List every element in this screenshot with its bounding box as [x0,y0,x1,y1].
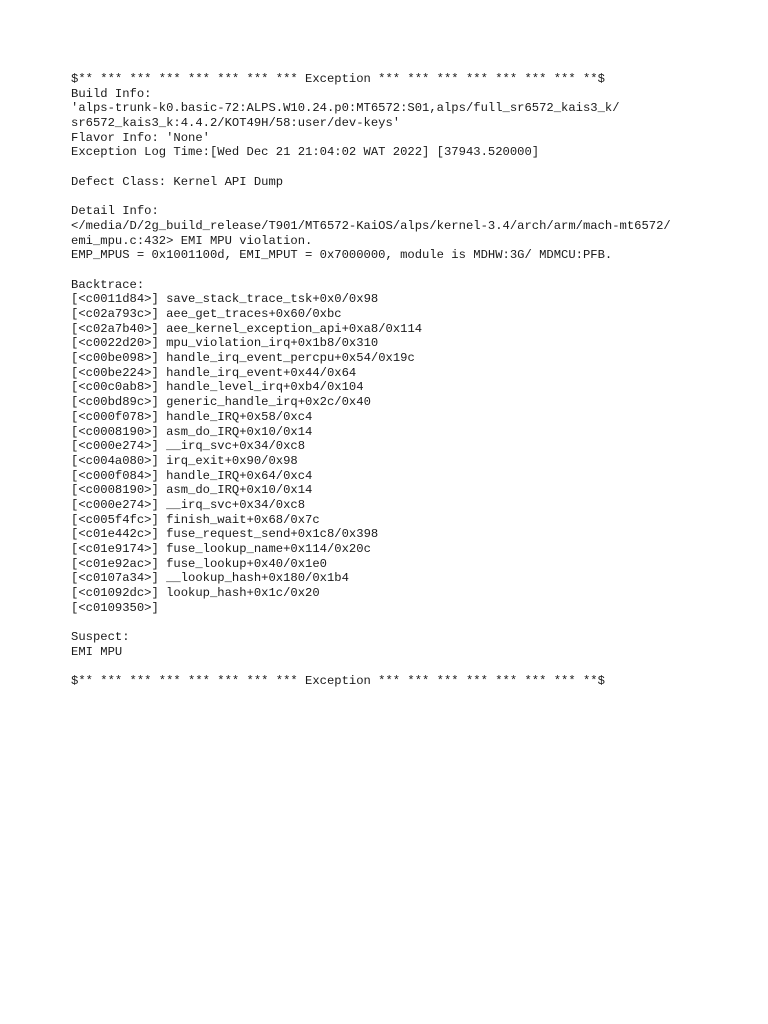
backtrace-frame [71,571,751,586]
frame-symbol: save_stack_trace_tsk+0x0/0x98 [166,292,379,307]
frame-symbol: handle_IRQ+0x64/0xc4 [166,468,313,483]
frame-symbol: handle_irq_event+0x44/0x64 [166,365,357,380]
frame-address: [<c0008190>] [71,424,159,439]
backtrace-frame [71,292,751,307]
frame-symbol: fuse_lookup+0x40/0x1e0 [166,556,327,571]
backtrace-frame [71,410,751,425]
suspect-value: EMI MPU [71,644,123,659]
frame-symbol: finish_wait+0x68/0x7c [166,512,320,527]
build-info-label: Build Info: [71,86,152,101]
spacer [71,190,751,205]
frame-address: [<c02a7b40>] [71,321,159,336]
spacer [71,660,751,675]
backtrace-frame [71,336,751,351]
backtrace-list [71,292,751,615]
frame-symbol: handle_IRQ+0x58/0xc4 [166,409,313,424]
exception-log-document [71,72,751,689]
frame-symbol: aee_kernel_exception_api+0xa8/0x114 [166,321,423,336]
backtrace-frame [71,527,751,542]
detail-info-line-1: </media/D/2g_build_release/T901/MT6572-KaiOS/alps/kernel-3.4/arch/arm/mach-mt6572/ [71,218,671,233]
frame-address: [<c000f084>] [71,468,159,483]
frame-address: [<c004a080>] [71,453,159,468]
detail-info-label: Detail Info: [71,204,159,219]
frame-address: [<c00be224>] [71,365,159,380]
backtrace-frame [71,322,751,337]
detail-info-line-2: emi_mpu.c:432> EMI MPU violation. [71,233,313,248]
frame-symbol: generic_handle_irq+0x2c/0x40 [166,395,371,410]
backtrace-frame [71,483,751,498]
backtrace-frame [71,601,751,616]
spacer [71,263,751,278]
frame-symbol: __irq_svc+0x34/0xc8 [166,497,306,512]
backtrace-frame [71,439,751,454]
backtrace-frame [71,307,751,322]
backtrace-frame [71,380,751,395]
backtrace-frame [71,498,751,513]
frame-address: [<c000e274>] [71,439,159,454]
frame-symbol: handle_irq_event_percpu+0x54/0x19c [166,351,415,366]
frame-address: [<c0022d20>] [71,336,159,351]
spacer [71,160,751,175]
backtrace-frame [71,557,751,572]
frame-symbol: asm_do_IRQ+0x10/0x14 [166,424,313,439]
flavor-info: Flavor Info: 'None' [71,130,210,145]
frame-address: [<c0107a34>] [71,571,159,586]
build-info-line-1: 'alps-trunk-k0.basic-72:ALPS.W10.24.p0:MT6572:S01,alps/full_sr6572_kais3_k/ [71,101,620,116]
exception-log-time: Exception Log Time:[Wed Dec 21 21:04:02 WAT 2022] [37943.520000] [71,145,540,160]
frame-address: [<c01e92ac>] [71,556,159,571]
backtrace-frame [71,366,751,381]
spacer [71,615,751,630]
backtrace-label: Backtrace: [71,277,145,292]
frame-symbol: handle_level_irq+0xb4/0x104 [166,380,364,395]
frame-symbol: mpu_violation_irq+0x1b8/0x310 [166,336,379,351]
defect-class: Defect Class: Kernel API Dump [71,174,284,189]
frame-symbol: fuse_lookup_name+0x114/0x20c [166,542,371,556]
frame-address: [<c00be098>] [71,351,159,366]
frame-symbol: __irq_svc+0x34/0xc8 [166,439,306,454]
frame-address: [<c02a793c>] [71,307,159,321]
detail-info-line-3: EMP_MPUS = 0x1001100d, EMI_MPUT = 0x7000000, module is MDHW:3G/ MDMCU:PFB. [71,248,613,263]
frame-symbol: fuse_request_send+0x1c8/0x398 [166,527,379,542]
footer-banner: $** *** *** *** *** *** *** *** Exception *** *** *** *** *** *** *** **$ [71,674,605,689]
frame-address: [<c000f078>] [71,409,159,424]
frame-address: [<c0008190>] [71,483,159,498]
frame-address: [<c00c0ab8>] [71,380,159,395]
frame-address: [<c01092dc>] [71,586,159,601]
frame-address: [<c01e9174>] [71,542,159,556]
build-info-line-2: sr6572_kais3_k:4.4.2/KOT49H/58:user/dev-keys' [71,116,401,131]
backtrace-frame [71,351,751,366]
frame-address: [<c00bd89c>] [71,395,159,410]
suspect-label: Suspect: [71,630,130,645]
frame-address: [<c01e442c>] [71,527,159,542]
frame-address: [<c005f4fc>] [71,512,159,527]
backtrace-frame [71,425,751,440]
header-banner: $** *** *** *** *** *** *** *** Exception *** *** *** *** *** *** *** **$ [71,72,605,86]
backtrace-frame [71,513,751,528]
frame-address: [<c0011d84>] [71,292,159,307]
backtrace-frame [71,542,751,557]
backtrace-frame [71,454,751,469]
frame-address: [<c000e274>] [71,497,159,512]
frame-symbol: lookup_hash+0x1c/0x20 [166,586,320,601]
backtrace-frame [71,395,751,410]
frame-address: [<c0109350>] [71,600,159,615]
frame-symbol: aee_get_traces+0x60/0xbc [166,307,342,321]
frame-symbol: __lookup_hash+0x180/0x1b4 [166,571,349,586]
backtrace-frame [71,586,751,601]
frame-symbol: asm_do_IRQ+0x10/0x14 [166,483,313,498]
backtrace-frame [71,469,751,484]
frame-symbol: irq_exit+0x90/0x98 [166,453,298,468]
